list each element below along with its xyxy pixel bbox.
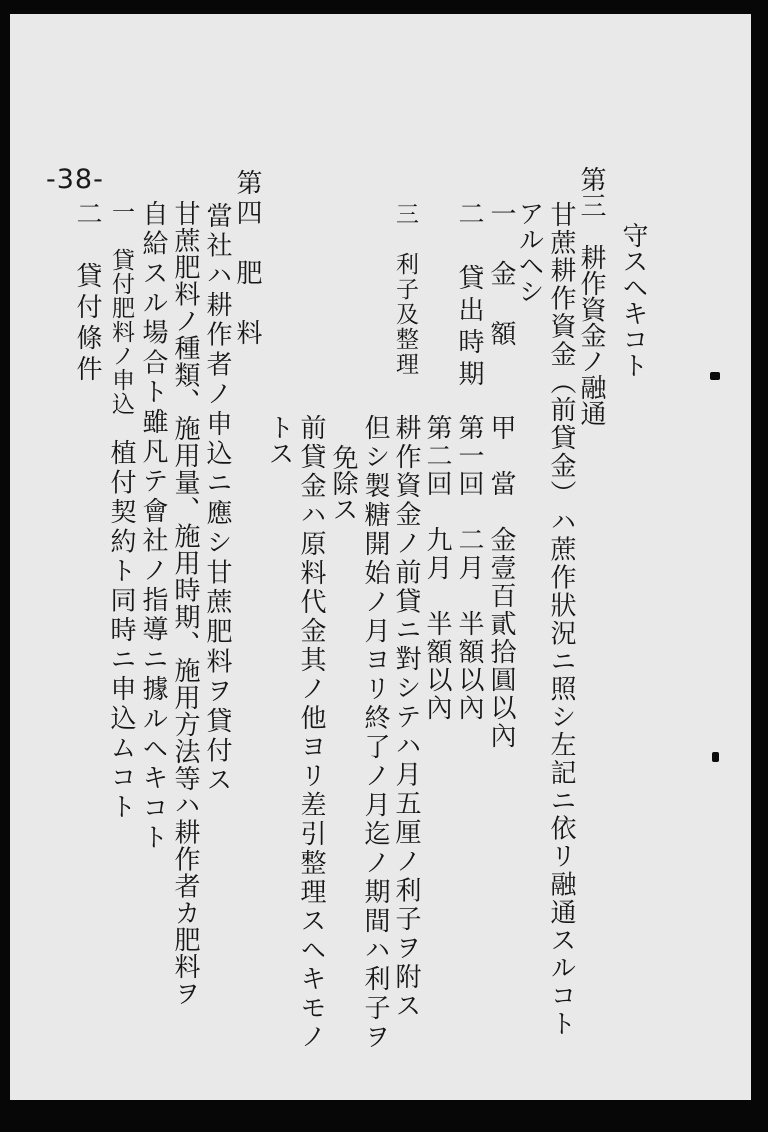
item-loan-conditions-label: 二 貸付條件 [72,200,102,386]
item-amount-label: 一 金 額 [486,200,516,350]
section-4-heading: 第四 肥 料 [232,169,262,349]
ink-speck [712,752,719,762]
item-interest-text-1: 耕作資金ノ前貸ニ對シテハ月五厘ノ利子ヲ附ス [391,414,421,1021]
text-column-15: 甘蔗肥料ノ種類、施用量、施用時期、施用方法等ハ耕作者カ肥料ヲ [170,200,200,1007]
item-fertilizer-application-text: 植付契約ト同時ニ申込ムコト [106,439,136,823]
text-column-4: アルヘシ [514,200,544,304]
item-interest-label: 三 利子及整理 [392,202,418,377]
item-interest-text-3: 免除ス [328,444,358,522]
text-column-14: 當社ハ耕作者ノ申込ニ應シ甘蔗肥料ヲ貸付ス [202,202,232,797]
item-interest-text-2: 但シ製糖開始ノ月ヨリ終了ノ月迄ノ期間ハ利子ヲ [360,414,390,1052]
item-interest-text-5: トス [264,414,294,466]
item-loan-period-label: 二 貸出時期 [454,200,484,392]
section-3-heading: 第三 耕作資金ノ融通 [576,166,606,426]
item-amount-value: 甲 當 金壹百貳拾圓以內 [486,414,516,750]
text-column-3: 甘蔗耕作資金（前貸金）ハ蔗作狀況ニ照シ左記ニ依リ融通スルコト [546,201,576,1038]
document-page [10,14,751,1100]
item-fertilizer-application-label: 一 貸付肥料ノ申込 [108,200,134,416]
text-column-1: 守スヘキコト [618,222,648,378]
item-loan-period-second: 第二回 九月 半額以內 [422,414,452,722]
text-column-16: 自給スル場合ト雖凡テ會社ノ指導ニ據ルヘキコト [138,200,168,854]
page-number: -38- [46,164,104,195]
item-loan-period-first: 第一回 二月 半額以內 [454,414,484,722]
ink-speck [710,372,720,380]
item-interest-text-4: 前貸金ハ原料代金其ノ他ヨリ差引整理スヘキモノ [296,414,326,1052]
